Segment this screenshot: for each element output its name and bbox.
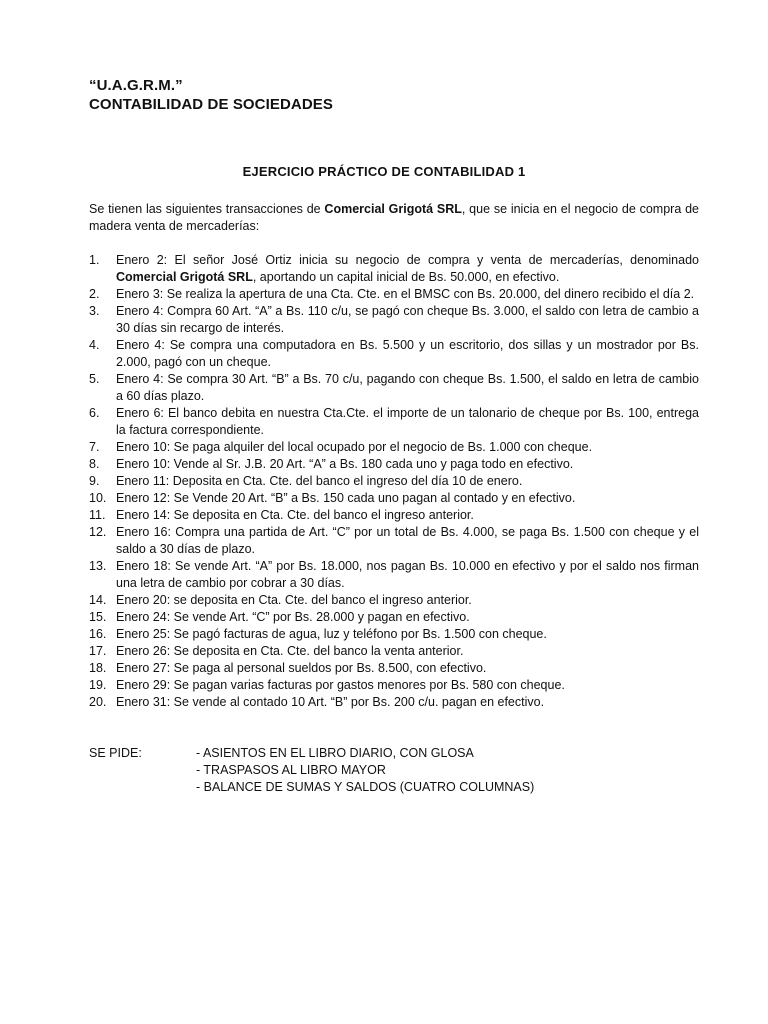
transaction-item	[89, 473, 699, 490]
transaction-number: 3.	[89, 304, 100, 318]
transaction-item	[89, 677, 699, 694]
transaction-text: Enero 10: Se paga alquiler del local ocupado por el negocio de Bs. 1.000 con cheque.	[116, 440, 593, 454]
transaction-text: Enero 11: Deposita en Cta. Cte. del banco el ingreso del día 10 de enero.	[116, 474, 523, 488]
transaction-item	[89, 643, 699, 660]
transaction-item	[89, 592, 699, 609]
transaction-text: Enero 24: Se vende Art. “C” por Bs. 28.000 y pagan en efectivo.	[116, 610, 470, 624]
transaction-item	[89, 303, 699, 337]
transaction-text: Enero 14: Se deposita en Cta. Cte. del banco el ingreso anterior.	[116, 508, 474, 522]
transaction-item	[89, 524, 699, 558]
transaction-text-after: , aportando un capital inicial de Bs. 50.000, en efectivo.	[252, 270, 560, 284]
transaction-item	[89, 371, 699, 405]
transaction-number: 13.	[89, 559, 107, 573]
intro-company-name: Comercial Grigotá SRL	[324, 202, 462, 216]
transaction-text: Enero 20: se deposita en Cta. Cte. del banco el ingreso anterior.	[116, 593, 472, 607]
transaction-item	[89, 626, 699, 643]
transaction-text: Enero 3: Se realiza la apertura de una Cta. Cte. en el BMSC con Bs. 20.000, del dinero recibido el día 2.	[116, 287, 695, 301]
transaction-number: 18.	[89, 661, 107, 675]
transaction-item	[89, 609, 699, 626]
transaction-number: 11.	[89, 508, 106, 522]
transaction-item	[89, 490, 699, 507]
intro-text-after: , que se inicia en el negocio de compra de madera venta de mercaderías:	[89, 202, 699, 233]
requirements-label: SE PIDE:	[89, 746, 142, 760]
transaction-number: 7.	[89, 440, 100, 454]
requirement-item: - ASIENTOS EN EL LIBRO DIARIO, CON GLOSA	[196, 746, 474, 760]
transaction-text: Enero 4: Compra 60 Art. “A” a Bs. 110 c/u, se pagó con cheque Bs. 3.000, el saldo con letra de cambio a 30 días sin recargo de interés.	[116, 304, 699, 335]
intro-text-before: Se tienen las siguientes transacciones de	[89, 202, 325, 216]
transaction-number: 20.	[89, 695, 107, 709]
transaction-number: 4.	[89, 338, 100, 352]
transaction-number: 6.	[89, 406, 100, 420]
transaction-text: Enero 29: Se pagan varias facturas por gastos menores por Bs. 580 con cheque.	[116, 678, 565, 692]
transaction-number: 5.	[89, 372, 100, 386]
transaction-text: Enero 6: El banco debita en nuestra Cta.Cte. el importe de un talonario de cheque por Bs. 100, entrega la factura correspondiente.	[116, 406, 699, 437]
document-header	[89, 76, 333, 114]
transaction-number: 8.	[89, 457, 100, 471]
university-name: “U.A.G.R.M.”	[89, 77, 183, 94]
transaction-number: 1.	[89, 253, 100, 267]
transaction-item	[89, 337, 699, 371]
transaction-text: Enero 26: Se deposita en Cta. Cte. del banco la venta anterior.	[116, 644, 464, 658]
transaction-number: 15.	[89, 610, 107, 624]
transaction-item	[89, 252, 699, 286]
transaction-number: 19.	[89, 678, 107, 692]
transaction-item	[89, 456, 699, 473]
transaction-number: 10.	[89, 491, 107, 505]
transaction-text: Enero 4: Se compra 30 Art. “B” a Bs. 70 c/u, pagando con cheque Bs. 1.500, el saldo en letra de cambio a 60 días plazo.	[116, 372, 699, 403]
transaction-text-before: Enero 2: El señor José Ortiz inicia su negocio de compra y venta de mercaderías, denominado	[116, 253, 699, 267]
requirement-item: - TRASPASOS AL LIBRO MAYOR	[196, 763, 386, 777]
transaction-item	[89, 439, 699, 456]
transaction-text: Enero 12: Se Vende 20 Art. “B” a Bs. 150 cada uno pagan al contado y en efectivo.	[116, 491, 576, 505]
transaction-company-name: Comercial Grigotá SRL	[116, 270, 253, 284]
transaction-text: Enero 31: Se vende al contado 10 Art. “B” por Bs. 200 c/u. pagan en efectivo.	[116, 695, 545, 709]
requirements-section	[89, 745, 699, 796]
course-name: CONTABILIDAD DE SOCIEDADES	[89, 96, 333, 113]
requirements-list	[196, 745, 534, 796]
transaction-number: 12.	[89, 525, 107, 539]
transaction-number: 2.	[89, 287, 100, 301]
transaction-number: 14.	[89, 593, 107, 607]
transaction-text: Enero 18: Se vende Art. “A” por Bs. 18.000, nos pagan Bs. 10.000 en efectivo y por el saldo nos firman una letra de cambio por cobrar a 30 días.	[116, 559, 699, 590]
transaction-number: 9.	[89, 474, 100, 488]
transaction-item	[89, 558, 699, 592]
transaction-text	[116, 252, 699, 286]
transaction-text: Enero 16: Compra una partida de Art. “C” por un total de Bs. 4.000, se paga Bs. 1.500 con cheque y el saldo a 30 días de plazo.	[116, 525, 699, 556]
transaction-item	[89, 507, 699, 524]
transaction-item	[89, 660, 699, 677]
requirement-item: - BALANCE DE SUMAS Y SALDOS (CUATRO COLUMNAS)	[196, 780, 535, 794]
intro-paragraph	[89, 201, 699, 235]
exercise-title: EJERCICIO PRÁCTICO DE CONTABILIDAD 1	[242, 164, 526, 179]
transaction-text: Enero 27: Se paga al personal sueldos por Bs. 8.500, con efectivo.	[116, 661, 487, 675]
transactions-list	[89, 252, 699, 711]
transaction-number: 17.	[89, 644, 107, 658]
transaction-text: Enero 4: Se compra una computadora en Bs. 5.500 y un escritorio, dos sillas y un mostrador por Bs. 2.000, pagó con un cheque.	[116, 338, 699, 369]
transaction-item	[89, 286, 699, 303]
transaction-item	[89, 405, 699, 439]
transaction-number: 16.	[89, 627, 107, 641]
transaction-text: Enero 25: Se pagó facturas de agua, luz y teléfono por Bs. 1.500 con cheque.	[116, 627, 547, 641]
transaction-text: Enero 10: Vende al Sr. J.B. 20 Art. “A” a Bs. 180 cada uno y paga todo en efectivo.	[116, 457, 574, 471]
transaction-item	[89, 694, 699, 711]
